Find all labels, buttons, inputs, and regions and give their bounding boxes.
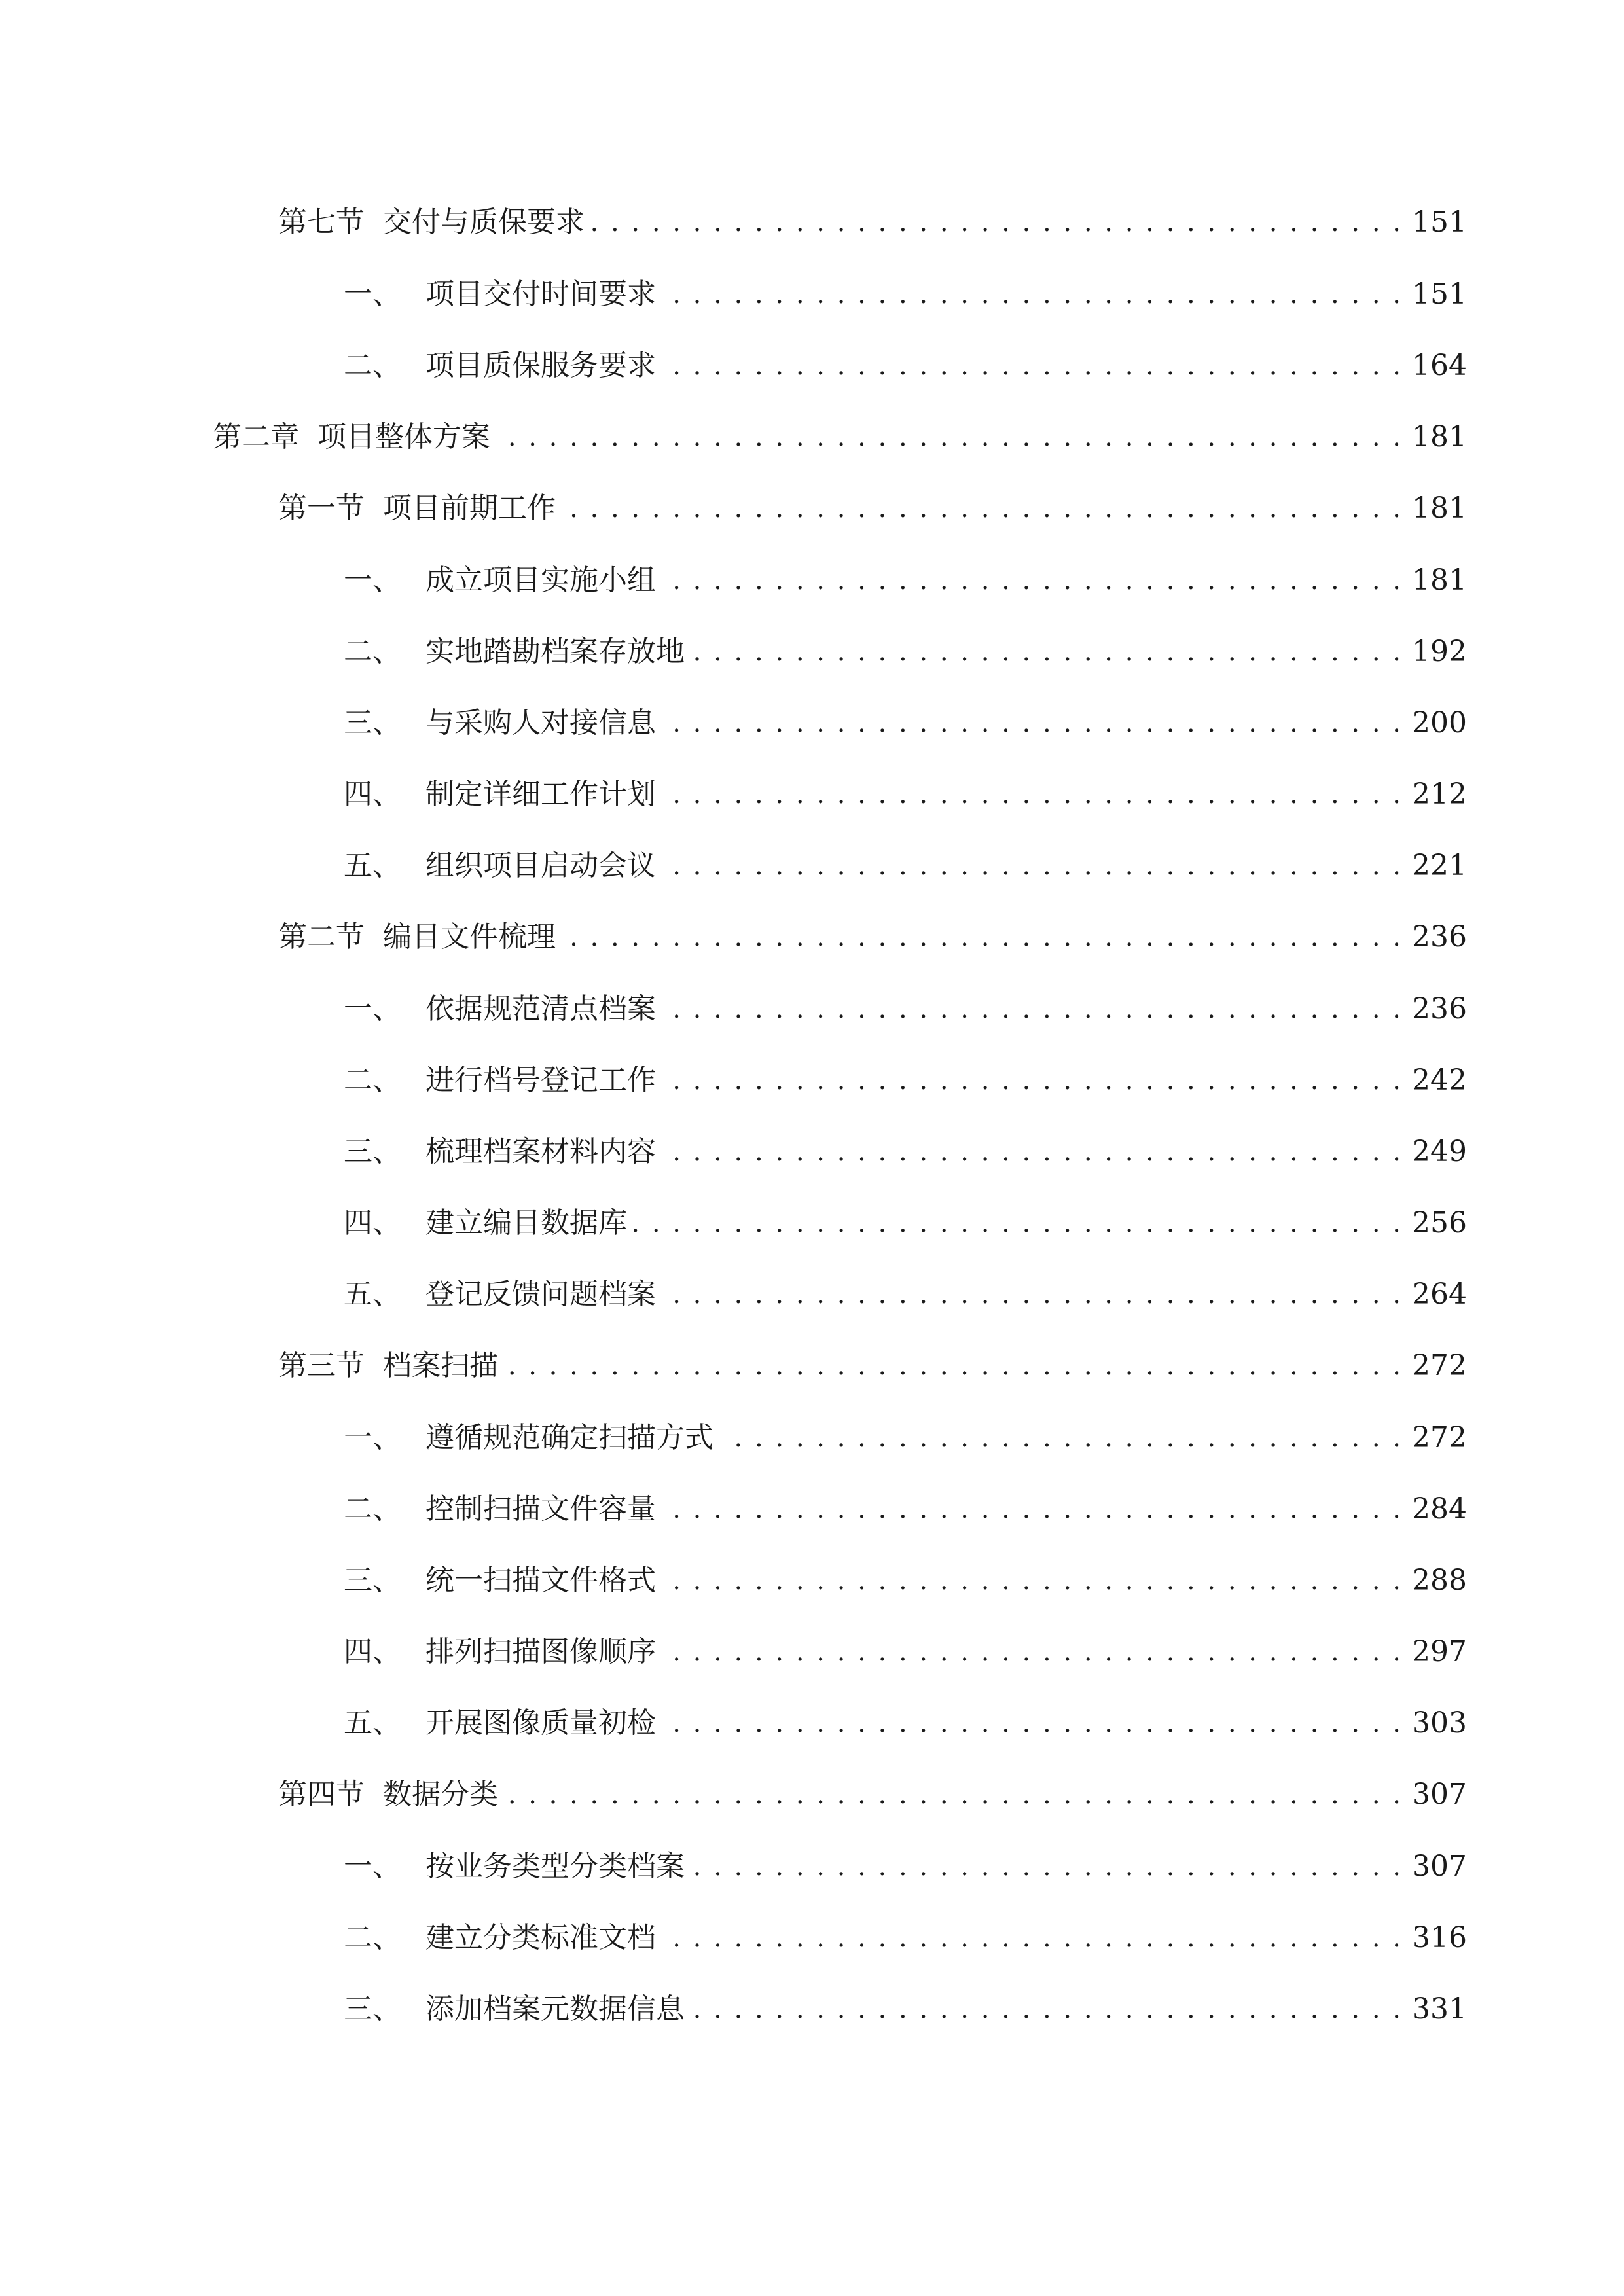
toc-entry-title: 与采购人对接信息: [425, 706, 656, 740]
toc-entry-item[interactable]: [344, 762, 1467, 814]
toc-entry-prefix: 第二章: [213, 420, 299, 454]
dot-leader: [662, 704, 1403, 743]
toc-entry-page: 212: [1412, 778, 1467, 811]
toc-entry-page: 192: [1412, 635, 1467, 668]
toc-entry-prefix: 第七节: [278, 206, 365, 239]
toc-entry-section-1[interactable]: [278, 476, 1467, 528]
toc-entry-title: 档案扫描: [383, 1349, 498, 1382]
toc-entry-section-2[interactable]: [278, 905, 1467, 957]
toc-entry-prefix: 四、: [344, 1206, 401, 1240]
toc-entry-item[interactable]: [344, 1691, 1467, 1743]
dot-leader: [562, 489, 1403, 528]
toc-entry-page: 221: [1412, 849, 1467, 882]
toc-entry-title: 组织项目启动会议: [425, 849, 656, 882]
dot-leader: [662, 1490, 1403, 1529]
toc-entry-item[interactable]: [344, 1977, 1467, 2029]
toc-entry-title: 遵循规范确定扫描方式: [425, 1421, 713, 1454]
toc-entry-prefix: 五、: [344, 849, 401, 882]
toc-entry-prefix: 一、: [344, 1421, 401, 1454]
toc-entry-prefix: 三、: [344, 1135, 401, 1168]
toc-entry-prefix: 第四节: [278, 1778, 365, 1811]
toc-entry-page: 272: [1412, 1349, 1467, 1382]
toc-entry-prefix: 二、: [344, 1064, 401, 1097]
toc-entry-title: 统一扫描文件格式: [425, 1564, 656, 1597]
toc-entry-page: 272: [1412, 1421, 1467, 1454]
dot-leader: [691, 1990, 1403, 2029]
toc-entry-prefix: 三、: [344, 1992, 401, 2026]
dot-leader: [691, 1847, 1403, 1886]
toc-entry-title: 添加档案元数据信息: [425, 1992, 685, 2026]
toc-entry-item[interactable]: [344, 1834, 1467, 1886]
toc-entry-item[interactable]: [344, 1048, 1467, 1100]
toc-entry-title: 编目文件梳理: [383, 920, 556, 954]
toc-entry-page: 236: [1412, 920, 1467, 954]
toc-entry-prefix: 二、: [344, 1921, 401, 1954]
dot-leader: [562, 918, 1403, 957]
toc-entry-page: 307: [1412, 1850, 1467, 1883]
dot-leader: [662, 1275, 1403, 1314]
toc-entry-item[interactable]: [344, 619, 1467, 672]
toc-entry-page: 181: [1412, 420, 1467, 454]
dot-leader: [662, 1918, 1403, 1958]
dot-leader: [591, 203, 1403, 242]
toc-entry-prefix: 第一节: [278, 492, 365, 525]
toc-entry-title: 成立项目实施小组: [425, 564, 656, 597]
dot-leader: [662, 1561, 1403, 1600]
toc-entry-page: 249: [1412, 1135, 1467, 1168]
toc-entry-page: 181: [1412, 564, 1467, 597]
toc-entry-page: 264: [1412, 1278, 1467, 1311]
toc-entry-title: 梳理档案材料内容: [425, 1135, 656, 1168]
dot-leader: [662, 561, 1403, 600]
dot-leader: [497, 418, 1403, 457]
toc-entry-page: 151: [1412, 206, 1467, 239]
toc-entry-prefix: 五、: [344, 1706, 401, 1740]
dot-leader: [505, 1775, 1403, 1814]
toc-entry-item[interactable]: [344, 1905, 1467, 1958]
toc-entry-item[interactable]: [344, 548, 1467, 600]
toc-entry-title: 数据分类: [383, 1778, 498, 1811]
toc-entry-page: 316: [1412, 1921, 1467, 1954]
toc-entry-prefix: 二、: [344, 1492, 401, 1526]
toc-entry-item[interactable]: [344, 691, 1467, 743]
toc-entry-item[interactable]: [344, 1119, 1467, 1172]
toc-entry-prefix: 一、: [344, 278, 401, 311]
dot-leader: [662, 1061, 1403, 1100]
toc-entry-page: 242: [1412, 1064, 1467, 1097]
toc-entry-title: 项目整体方案: [317, 420, 490, 454]
toc-entry-page: 288: [1412, 1564, 1467, 1597]
toc-entry-prefix: 二、: [344, 349, 401, 382]
toc-entry-item[interactable]: [344, 333, 1467, 386]
toc-entry-page: 284: [1412, 1492, 1467, 1526]
toc-entry-page: 256: [1412, 1206, 1467, 1240]
toc-entry-title: 依据规范清点档案: [425, 992, 656, 1026]
dot-leader: [662, 775, 1403, 814]
toc-entry-page: 303: [1412, 1706, 1467, 1740]
toc-entry-title: 实地踏勘档案存放地: [425, 635, 685, 668]
toc-entry-prefix: 五、: [344, 1278, 401, 1311]
toc-entry-title: 登记反馈问题档案: [425, 1278, 656, 1311]
toc-entry-title: 制定详细工作计划: [425, 778, 656, 811]
toc-entry-title: 控制扫描文件容量: [425, 1492, 656, 1526]
toc-entry-item[interactable]: [344, 262, 1467, 314]
toc-entry-page: 331: [1412, 1992, 1467, 2026]
toc-entry-title: 项目前期工作: [383, 492, 556, 525]
toc-entry-item[interactable]: [344, 833, 1467, 886]
toc-entry-item[interactable]: [344, 1477, 1467, 1529]
toc-entry-page: 164: [1412, 349, 1467, 382]
dot-leader: [662, 1704, 1403, 1743]
toc-entry-title: 开展图像质量初检: [425, 1706, 656, 1740]
toc-entry-item[interactable]: [344, 1191, 1467, 1243]
toc-entry-prefix: 第二节: [278, 920, 365, 954]
dot-leader: [662, 346, 1403, 386]
toc-entry-title: 项目交付时间要求: [425, 278, 656, 311]
toc-entry-prefix: 一、: [344, 564, 401, 597]
dot-leader: [662, 1132, 1403, 1172]
toc-entry-prefix: 四、: [344, 778, 401, 811]
toc-entry-page: 236: [1412, 992, 1467, 1026]
dot-leader: [662, 1632, 1403, 1672]
toc-entry-page: 307: [1412, 1778, 1467, 1811]
toc-entry-title: 交付与质保要求: [383, 206, 585, 239]
dot-leader: [720, 1418, 1403, 1458]
toc-entry-prefix: 一、: [344, 1850, 401, 1883]
toc-entry-section-7[interactable]: [278, 190, 1467, 242]
toc-entry-title: 项目质保服务要求: [425, 349, 656, 382]
dot-leader: [634, 1204, 1403, 1243]
toc-entry-page: 297: [1412, 1635, 1467, 1668]
toc-entry-item[interactable]: [344, 1405, 1467, 1458]
toc-entry-prefix: 第三节: [278, 1349, 365, 1382]
toc-entry-title: 建立分类标准文档: [425, 1921, 656, 1954]
toc-entry-prefix: 二、: [344, 635, 401, 668]
toc-entry-item[interactable]: [344, 1262, 1467, 1314]
toc-entry-title: 进行档号登记工作: [425, 1064, 656, 1097]
toc-entry-section-4[interactable]: [278, 1762, 1467, 1814]
toc-entry-section-3[interactable]: [278, 1333, 1467, 1386]
dot-leader: [691, 632, 1403, 672]
toc-entry-page: 151: [1412, 278, 1467, 311]
toc-entry-prefix: 三、: [344, 1564, 401, 1597]
toc-entry-title: 排列扫描图像顺序: [425, 1635, 656, 1668]
dot-leader: [662, 275, 1403, 314]
toc-entry-prefix: 一、: [344, 992, 401, 1026]
toc-entry-page: 181: [1412, 492, 1467, 525]
dot-leader: [505, 1346, 1403, 1386]
toc-entry-item[interactable]: [344, 977, 1467, 1029]
toc-entry-title: 按业务类型分类档案: [425, 1850, 685, 1883]
toc-entry-chapter-2[interactable]: [213, 404, 1467, 457]
toc-entry-title: 建立编目数据库: [425, 1206, 627, 1240]
toc-entry-item[interactable]: [344, 1619, 1467, 1672]
dot-leader: [662, 846, 1403, 886]
toc-entry-prefix: 三、: [344, 706, 401, 740]
toc-entry-prefix: 四、: [344, 1635, 401, 1668]
toc-entry-page: 200: [1412, 706, 1467, 740]
toc-entry-item[interactable]: [344, 1548, 1467, 1600]
dot-leader: [662, 990, 1403, 1029]
